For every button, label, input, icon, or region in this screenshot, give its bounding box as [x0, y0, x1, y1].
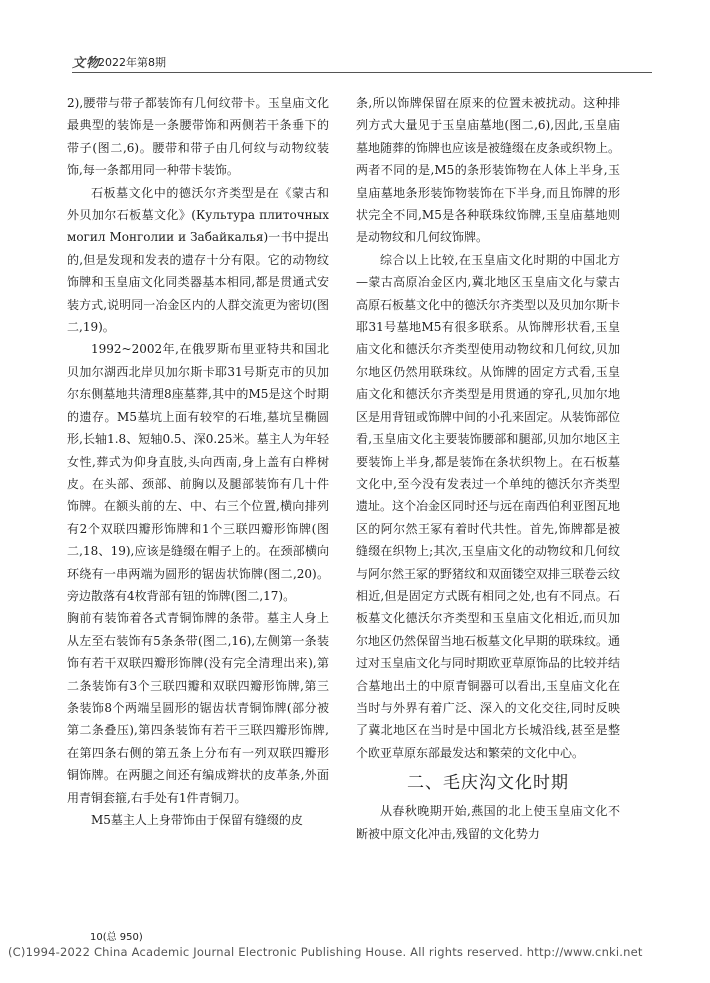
issue-label: 2022年第8期: [98, 56, 166, 69]
page-number: 10(总 950): [90, 932, 143, 943]
section-heading: 二、毛庆沟文化时期: [407, 773, 569, 794]
right-column: [356, 92, 620, 845]
left-column: [67, 92, 329, 831]
header-rule: [72, 72, 652, 73]
page-header: [72, 52, 652, 72]
paragraph: 综合以上比较,在玉皇庙文化时期的中国北方—蒙古高原冶金区内,冀北地区玉皇庙文化与蒙古高原石板墓文化中的德沃尔齐类型以及贝加尔斯卡耶31号墓地M5有很多联系。从饰牌形状看,玉皇庙文化和德沃尔齐类型使用动物纹和几何纹,贝加尔地区仍然用联珠纹。从饰牌的固定方式看,玉皇庙文化和德沃尔齐类型是用贯通的穿孔,贝加尔地区是用背钮或饰牌中间的小孔来固定。从装饰部位看,玉皇庙文化主要装饰腰部和腿部,贝加尔地区主要装饰上半身,都是装饰在条状织物上。在石板墓文化中,至今没有发表过一个单纯的德沃尔齐类型遗址。这个冶金区同时还与远在南西伯利亚图瓦地区的阿尔然王冢有着时代共性。首先,饰牌都是被缝缀在织物上;其次,玉皇庙文化的动物纹和几何纹与阿尔然王冢的野猪纹和双面镂空双排三联卷云纹相近,但是固定方式既有相同之处,也有不同点。石板墓文化德沃尔齐类型和玉皇庙文化相近,而贝加尔地区仍然保留当地石板墓文化早期的联珠纹。通过对玉皇庙文化与同时期欧亚草原饰品的比较并结合墓地出土的中原青铜器可以看出,玉皇庙文化在当时与外界有着广泛、深入的文化交往,同时反映了冀北地区在当时是中国北方长城沿线,甚至是整个欧亚草原东部最发达和繁荣的文化中心。: [356, 252, 621, 760]
paragraph: 石板墓文化中的德沃尔齐类型是在《蒙古和外贝加尔石板墓文化》(Культура плиточных могил Монголии и Забайкалья)一书中提出的,但是发现和发表的遗存十分有限。它的动物纹饰牌和玉皇庙文化同类器基本相同,都是贯通式安装方式,说明同一冶金区内的人群交流更为密切(图二,19)。: [67, 185, 329, 335]
paragraph: 1992~2002年,在俄罗斯布里亚特共和国北贝加尔湖西北岸贝加尔斯卡耶31号斯克市的贝加尔东侧墓地共清理8座墓葬,其中的M5是这个时期的遗存。M5墓坑上面有较窄的石堆,墓坑呈椭圆形,长轴1.8、短轴0.5、深0.25米。墓主人为年轻女性,葬式为仰身直肢,头向西南,身上盖有白桦树皮。在头部、颈部、前胸以及腿部装饰有几十件饰牌。在额头前的左、中、右三个位置,横向排列有2个双联四瓣形饰牌和1个三联四瓣形饰牌(图二,18、19),应该是缝缀在帽子上的。在颈部横向环绕有一串两端为圆形的锯齿状饰牌(图二,20)。旁边散落有4枚背部有钮的饰牌(图二,17)。: [67, 342, 329, 603]
paragraph: 条,所以饰牌保留在原来的位置未被扰动。这种排列方式大量见于玉皇庙墓地(图二,6),因此,玉皇庙墓地随葬的饰牌也应该是被缝缀在皮条或织物上。两者不同的是,M5的条形装饰物在人体上半身,玉皇庙墓地条形装饰物装饰在下半身,而且饰牌的形状完全不同,M5是各种联珠纹饰牌,玉皇庙墓地则是动物纹和几何纹饰牌。: [356, 96, 621, 245]
paragraph: M5墓主人上身带饰由于保留有缝缀的皮: [91, 813, 303, 827]
paragraph: 从春秋晚期开始,燕国的北上使玉皇庙文化不断被中原文化冲击,残留的文化势力: [356, 804, 620, 841]
copyright-footer: (C)1994-2022 China Academic Journal Electronic Publishing House. All rights reserved. http://www.cnki.net: [8, 945, 643, 959]
paragraph: 胸前有装饰着各式青铜饰牌的条带。墓主人身上从左至右装饰有5条条带(图二,16),左侧第一条装饰有若干双联四瓣形饰牌(没有完全清理出来),第二条装饰有3个三联四瓣和双联四瓣形饰牌,第三条装饰8个两端呈圆形的锯齿状青铜饰牌(部分被第二条叠压),第四条装饰有若干三联四瓣形饰牌,在第四条右侧的第五条上分布有一列双联四瓣形铜饰牌。在两腿之间还有编成辫状的皮革条,外面用青铜套箍,右手处有1件青铜刀。: [67, 611, 329, 805]
paragraph: 2),腰带与带子都装饰有几何纹带卡。玉皇庙文化最典型的装饰是一条腰带饰和两侧若干条垂下的带子(图二,6)。腰带和带子由几何纹与动物纹装饰,每一条都用同一种带卡装饰。: [67, 96, 329, 178]
journal-logo: 文物: [72, 56, 101, 71]
